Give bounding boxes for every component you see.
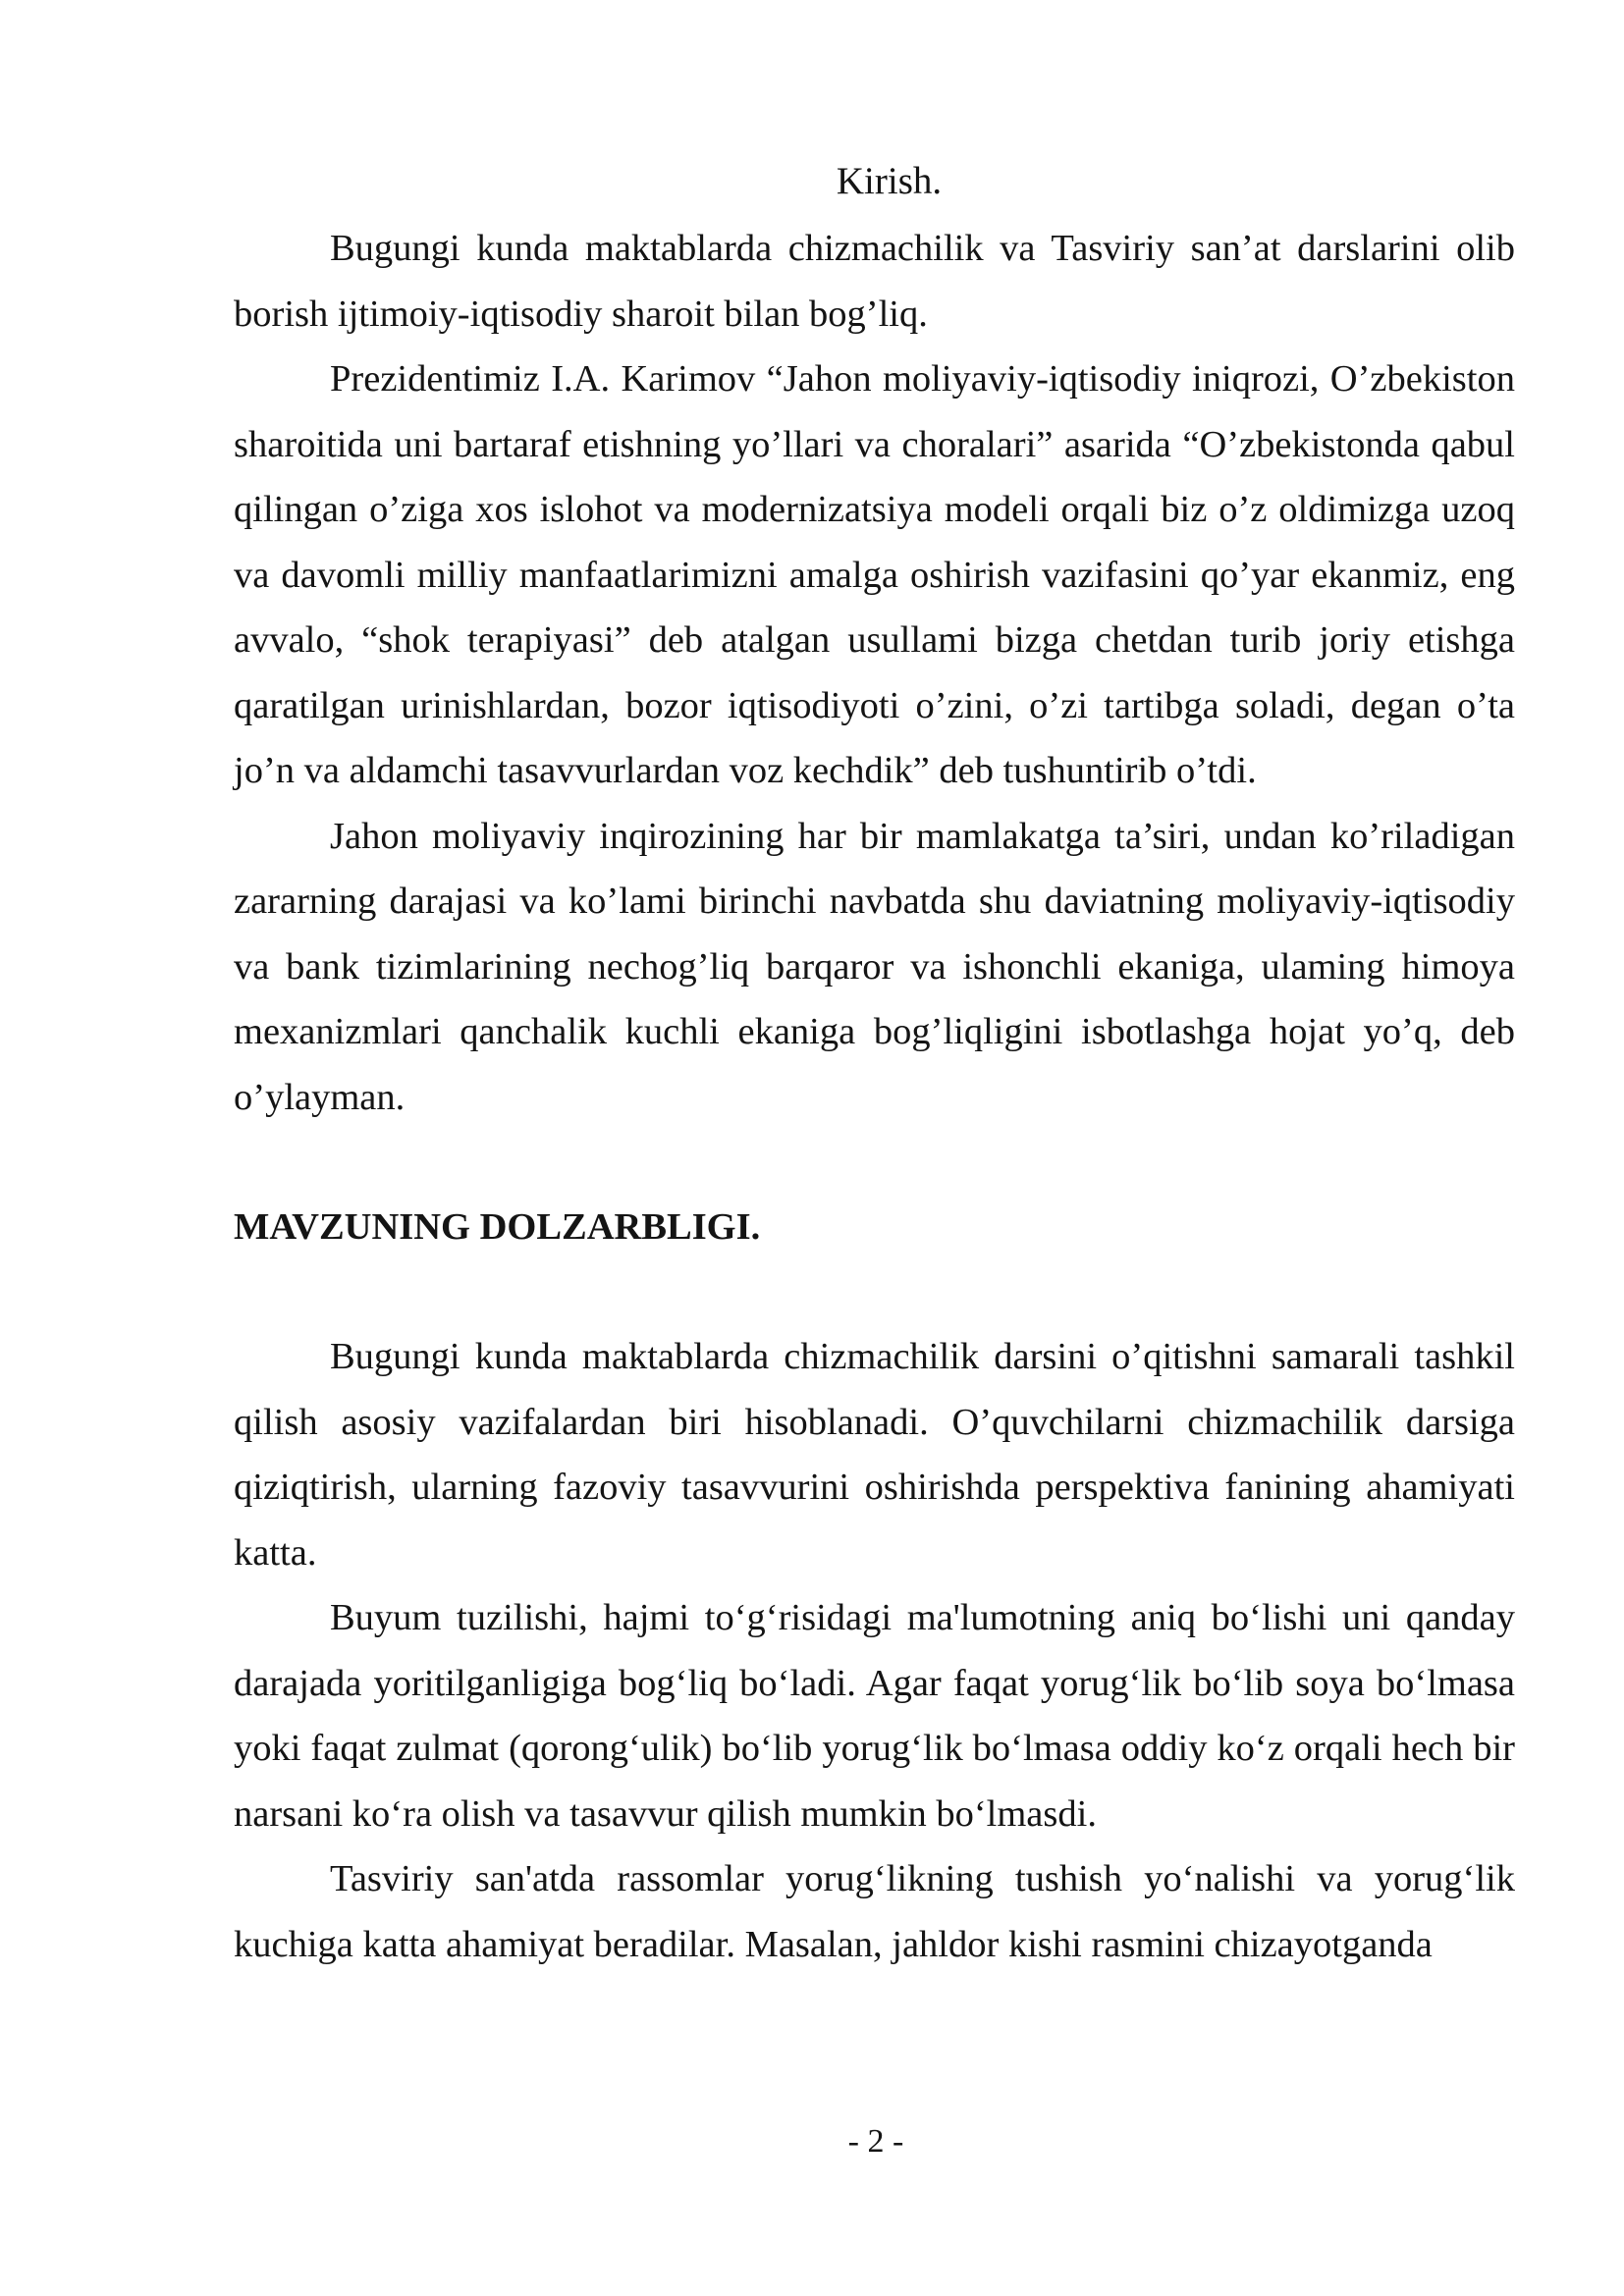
intro-paragraph-1: Bugungi kunda maktablarda chizmachilik va Tasviriy san’at darslarini olib borish ijtimoiy-iqtisodiy sharoit bilan bog’liq.: [234, 228, 1515, 335]
intro-paragraph-2: Prezidentimiz I.A. Karimov “Jahon moliyaviy-iqtisodiy iniqrozi, O’zbekiston sharoitida uni bartaraf etishning yo’llari va choralari” asarida “O’zbekistonda qabul qilingan o’ziga xos islohot va modernizatsiya modeli orqali biz o’z oldimizga uzoq va davomli milliy manfaatlarimizni amalga oshirish vazifasini qo’yar ekanmiz, eng avvalo, “shok terapiyasi” deb atalgan usullami bizga chetdan turib joriy etishga qaratilgan urinishlardan, bozor iqtisodiyoti o’zini, o’zi tartibga soladi, degan o’ta jo’n va aldamchi tasavvurlardan voz kechdik” deb tushuntirib o’tdi.: [234, 358, 1515, 791]
section-paragraph-3: Tasviriy san'atda rassomlar yorug‘likning tushish yo‘nalishi va yorug‘lik kuchiga katta ahamiyat beradilar. Masalan, jahldor kishi rasmini chizayotganda: [234, 1858, 1515, 1965]
page-number: - 2 -: [847, 2123, 904, 2160]
intro-heading: Kirish.: [836, 160, 943, 202]
page-content: [234, 149, 1515, 1977]
section-paragraph-2: Buyum tuzilishi, hajmi to‘g‘risidagi ma'lumotning aniq bo‘lishi uni qanday darajada yoritilganligiga bog‘liq bo‘ladi. Agar faqat yorug‘lik bo‘lib soya bo‘lmasa yoki faqat zulmat (qorong‘ulik) bo‘lib yorug‘lik bo‘lmasa oddiy ko‘z orqali hech bir narsani ko‘ra olish va tasavvur qilish mumkin bo‘lmasdi.: [234, 1597, 1515, 1835]
section-paragraph-1: Bugungi kunda maktablarda chizmachilik darsini o’qitishni samarali tashkil qilish asosiy vazifalardan biri hisoblanadi. O’quvchilarni chizmachilik darsiga qiziqtirish, ularning fazoviy tasavvurini oshirishda perspektiva fanining ahamiyati katta.: [234, 1336, 1515, 1574]
section-title: MAVZUNING DOLZARBLIGI.: [234, 1206, 761, 1248]
intro-paragraph-3: Jahon moliyaviy inqirozining har bir mamlakatga ta’siri, undan ko’riladigan zararning darajasi va ko’lami birinchi navbatda shu daviatning moliyaviy-iqtisodiy va bank tizimlarining nechog’liq barqaror va ishonchli ekaniga, ulaming himoya mexanizmlari qanchalik kuchli ekaniga bog’liqligini isbotlashga hojat yo’q, deb o’ylayman.: [234, 815, 1515, 1118]
